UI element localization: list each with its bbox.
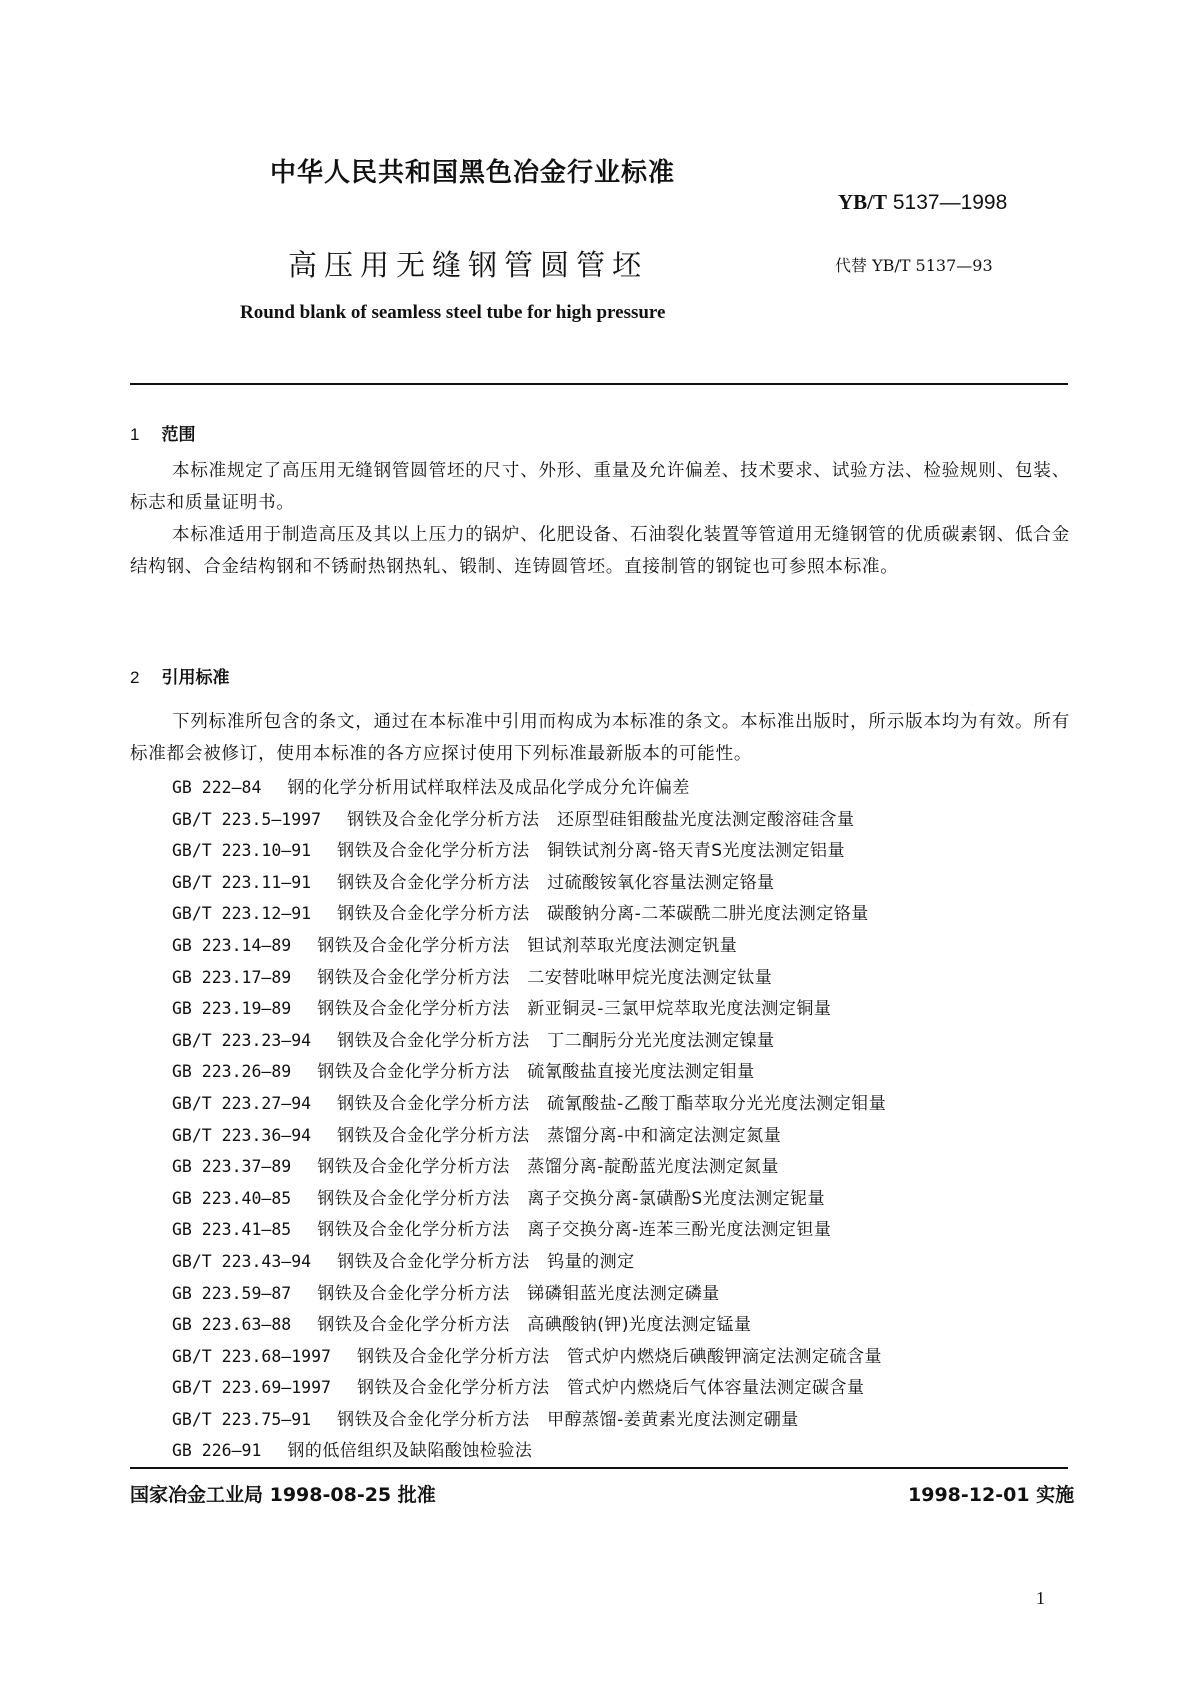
reference-title: 钢铁及合金化学分析方法 硫氰酸盐直接光度法测定钼量 — [317, 1062, 755, 1083]
implementation-date: 1998-12-01 实施 — [908, 1484, 1075, 1506]
reference-title: 钢铁及合金化学分析方法 甲醇蒸馏-姜黄素光度法测定硼量 — [337, 1409, 799, 1430]
reference-item — [172, 1246, 886, 1278]
section-1-number: 1 — [130, 425, 140, 444]
reference-title: 钢铁及合金化学分析方法 管式炉内燃烧后碘酸钾滴定法测定硫含量 — [356, 1346, 882, 1367]
reference-title: 钢铁及合金化学分析方法 过硫酸铵氧化容量法测定铬量 — [337, 872, 775, 893]
reference-title: 钢铁及合金化学分析方法 铜铁试剂分离-铬天青S光度法测定铝量 — [337, 841, 846, 862]
reference-code: GB/T 223.10—91 — [172, 841, 312, 861]
reference-item — [172, 1435, 886, 1467]
reference-code: GB/T 223.69—1997 — [172, 1378, 331, 1398]
reference-item — [172, 1151, 886, 1183]
reference-item — [172, 1025, 886, 1057]
section-1-paragraph-1: 本标准规定了高压用无缝钢管圆管坯的尺寸、外形、重量及允许偏差、技术要求、试验方法、检验规则、包装、标志和质量证明书。 — [130, 461, 1070, 513]
reference-code: GB 223.40—85 — [172, 1188, 292, 1208]
reference-title: 钢铁及合金化学分析方法 硫氰酸盐-乙酸丁酯萃取分光光度法测定钼量 — [337, 1093, 887, 1114]
reference-title: 钢铁及合金化学分析方法 蒸馏分离-靛酚蓝光度法测定氮量 — [317, 1157, 779, 1178]
standard-number-value: 5137—1998 — [892, 191, 1008, 214]
section-1-paragraph-2: 本标准适用于制造高压及其以上压力的锅炉、化肥设备、石油裂化装置等管道用无缝钢管的优质碳素钢、低合金结构钢、合金结构钢和不锈耐热钢热轧、锻制、连铸圆管坯。直接制管的钢锭也可参照本标准。 — [130, 525, 1070, 577]
reference-title: 钢铁及合金化学分析方法 还原型硅钼酸盐光度法测定酸溶硅含量 — [347, 809, 855, 830]
reference-item — [172, 1088, 886, 1120]
reference-item — [172, 1404, 886, 1436]
section-2-number: 2 — [130, 668, 140, 687]
section-2-heading — [130, 663, 229, 688]
reference-code: GB 223.26—89 — [172, 1062, 292, 1082]
section-2-intro: 下列标准所包含的条文，通过在本标准中引用而构成为本标准的条文。本标准出版时，所示版本均为有效。所有标准都会被修订，使用本标准的各方应探讨使用下列标准最新版本的可能性。 — [130, 712, 1070, 764]
reference-item — [172, 1120, 886, 1152]
reference-code: GB 223.59—87 — [172, 1283, 292, 1303]
reference-code: GB 223.63—88 — [172, 1315, 292, 1335]
reference-item — [172, 1183, 886, 1215]
standard-number — [838, 190, 1007, 215]
reference-title: 钢铁及合金化学分析方法 离子交换分离-氯磺酚S光度法测定铌量 — [317, 1188, 826, 1209]
reference-code: GB/T 223.5—1997 — [172, 809, 322, 829]
reference-title: 钢铁及合金化学分析方法 碳酸钠分离-二苯碳酰二肼光度法测定铬量 — [337, 904, 869, 925]
reference-code: GB 223.37—89 — [172, 1157, 292, 1177]
reference-title: 钢的化学分析用试样取样法及成品化学成分允许偏差 — [287, 778, 690, 798]
reference-code: GB/T 223.75—91 — [172, 1409, 312, 1429]
reference-code: GB/T 223.27—94 — [172, 1093, 312, 1113]
section-1-title: 范围 — [161, 425, 196, 445]
reference-item — [172, 1341, 886, 1373]
english-title: Round blank of seamless steel tube for high pressure — [240, 302, 666, 323]
reference-title: 钢铁及合金化学分析方法 二安替吡啉甲烷光度法测定钛量 — [317, 967, 773, 988]
header-divider — [130, 383, 1068, 385]
reference-item — [172, 772, 886, 804]
reference-item — [172, 993, 886, 1025]
standard-number-prefix: YB/T — [838, 190, 888, 214]
reference-item — [172, 930, 886, 962]
reference-item — [172, 1056, 886, 1088]
footer-divider — [130, 1467, 1068, 1469]
reference-list — [172, 772, 886, 1467]
reference-code: GB 223.17—89 — [172, 967, 292, 987]
reference-item — [172, 867, 886, 899]
reference-title: 钢铁及合金化学分析方法 锑磷钼蓝光度法测定磷量 — [317, 1283, 720, 1304]
reference-title: 钢铁及合金化学分析方法 蒸馏分离-中和滴定法测定氮量 — [337, 1125, 782, 1146]
reference-item — [172, 898, 886, 930]
page-number: 1 — [1036, 1588, 1045, 1608]
reference-code: GB 223.41—85 — [172, 1220, 292, 1240]
reference-item — [172, 804, 886, 836]
reference-code: GB/T 223.11—91 — [172, 872, 312, 892]
document-title: 高压用无缝钢管圆管坯 — [288, 248, 649, 282]
reference-title: 钢铁及合金化学分析方法 管式炉内燃烧后气体容量法测定碳含量 — [356, 1378, 865, 1399]
reference-title: 钢铁及合金化学分析方法 钽试剂萃取光度法测定钒量 — [317, 935, 738, 956]
reference-title: 钢铁及合金化学分析方法 高碘酸钠(钾)光度法测定锰量 — [317, 1315, 752, 1336]
section-1-heading — [130, 420, 195, 445]
approval-date: 国家冶金工业局 1998-08-25 批准 — [130, 1484, 436, 1506]
reference-item — [172, 1372, 886, 1404]
section-2-title: 引用标准 — [161, 668, 230, 688]
reference-item — [172, 1214, 886, 1246]
reference-title: 钢铁及合金化学分析方法 新亚铜灵-三氯甲烷萃取光度法测定铜量 — [317, 999, 832, 1020]
reference-title: 钢铁及合金化学分析方法 离子交换分离-连苯三酚光度法测定钽量 — [317, 1220, 832, 1241]
reference-item — [172, 962, 886, 994]
reference-code: GB 222—84 — [172, 778, 262, 797]
reference-item — [172, 835, 886, 867]
reference-code: GB/T 223.23—94 — [172, 1030, 312, 1050]
reference-code: GB 226—91 — [172, 1441, 262, 1461]
reference-item — [172, 1309, 886, 1341]
reference-title: 钢的低倍组织及缺陷酸蚀检验法 — [287, 1441, 533, 1462]
reference-code: GB/T 223.43—94 — [172, 1251, 312, 1271]
reference-title: 钢铁及合金化学分析方法 钨量的测定 — [337, 1251, 635, 1272]
reference-item — [172, 1278, 886, 1310]
reference-code: GB/T 223.36—94 — [172, 1125, 312, 1145]
reference-code: GB/T 223.12—91 — [172, 904, 312, 924]
reference-title: 钢铁及合金化学分析方法 丁二酮肟分光光度法测定镍量 — [337, 1030, 775, 1051]
reference-code: GB 223.19—89 — [172, 999, 292, 1019]
replaces-standard: 代替 YB/T 5137—93 — [835, 256, 993, 275]
reference-code: GB 223.14—89 — [172, 935, 292, 955]
organization-title: 中华人民共和国黑色冶金行业标准 — [270, 158, 676, 188]
reference-code: GB/T 223.68—1997 — [172, 1346, 331, 1366]
